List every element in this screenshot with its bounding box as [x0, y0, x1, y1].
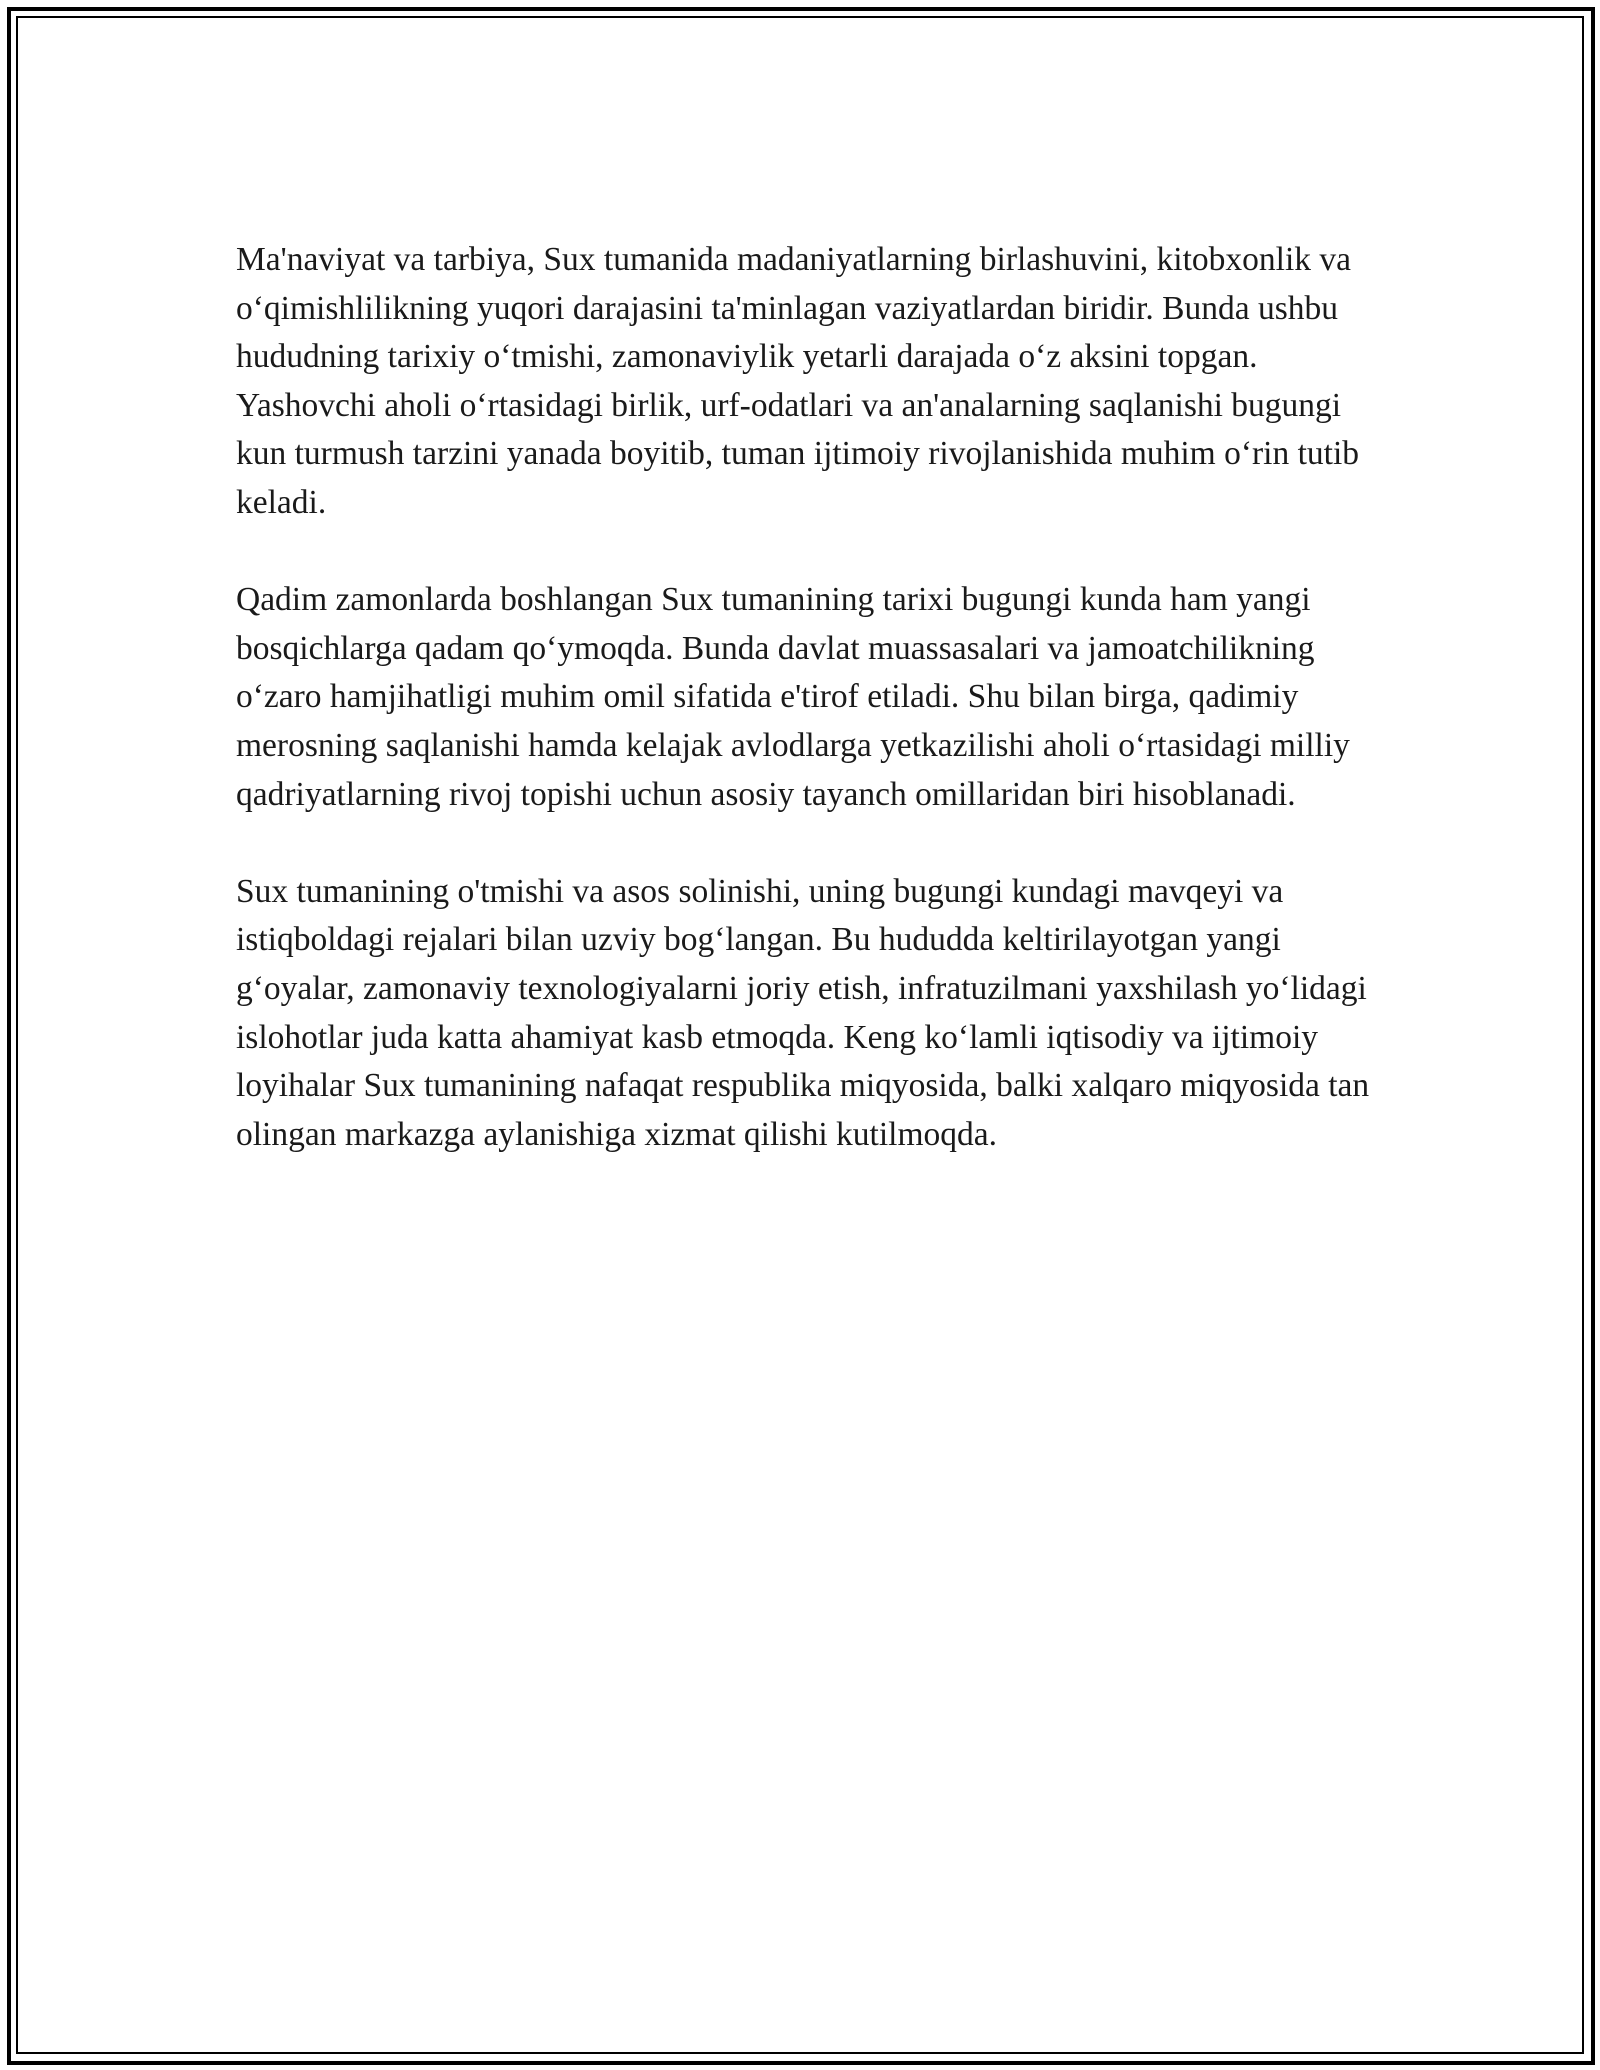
paragraph-1: Ma'naviyat va tarbiya, Sux tumanida madaniyatlarning birlashuvini, kitobxonlik va o‘qimishlilikning yuqori darajasini ta'minlagan vaziyatlardan biridir. Bunda ushbu hududning tarixiy o‘tmishi, zamonaviylik yetarli darajada o‘z aksini topgan. Yashovchi aholi o‘rtasidagi birlik, urf-odatlari va an'analarning saqlanishi bugungi kun turmush tarzini yanada boyitib, tuman ijtimoiy rivojlanishida muhim o‘rin tutib keladi. — [236, 241, 1360, 521]
paragraph-3: Sux tumanining o'tmishi va asos solinishi, uning bugungi kundagi mavqeyi va istiqboldagi rejalari bilan uzviy bog‘langan. Bu hududda keltirilayotgan yangi g‘oyalar, zamonaviy texnologiyalarni joriy etish, infratuzilmani yaxshilash yo‘lidagi islohotlar juda katta ahamiyat kasb etmoqda. Keng ko‘lamli iqtisodiy va ijtimoiy loyihalar Sux tumanining nafaqat respublika miqyosida, balki xalqaro miqyosida tan olingan markazga aylanishiga xizmat qilishi kutilmoqda. — [236, 872, 1370, 1153]
paragraph-2: Qadim zamonlarda boshlangan Sux tumanining tarixi bugungi kunda ham yangi bosqichlarga qadam qo‘ymoqda. Bunda davlat muassasalari va jamoatchilikning o‘zaro hamjihatligi muhim omil sifatida e'tirof etiladi. Shu bilan birga, qadimiy merosning saqlanishi hamda kelajak avlodlarga yetkazilishi aholi o‘rtasidagi milliy qadriyatlarning rivoj topishi uchun asosiy tayanch omillaridan biri hisoblanadi. — [236, 581, 1350, 813]
document-body — [236, 236, 1376, 1208]
